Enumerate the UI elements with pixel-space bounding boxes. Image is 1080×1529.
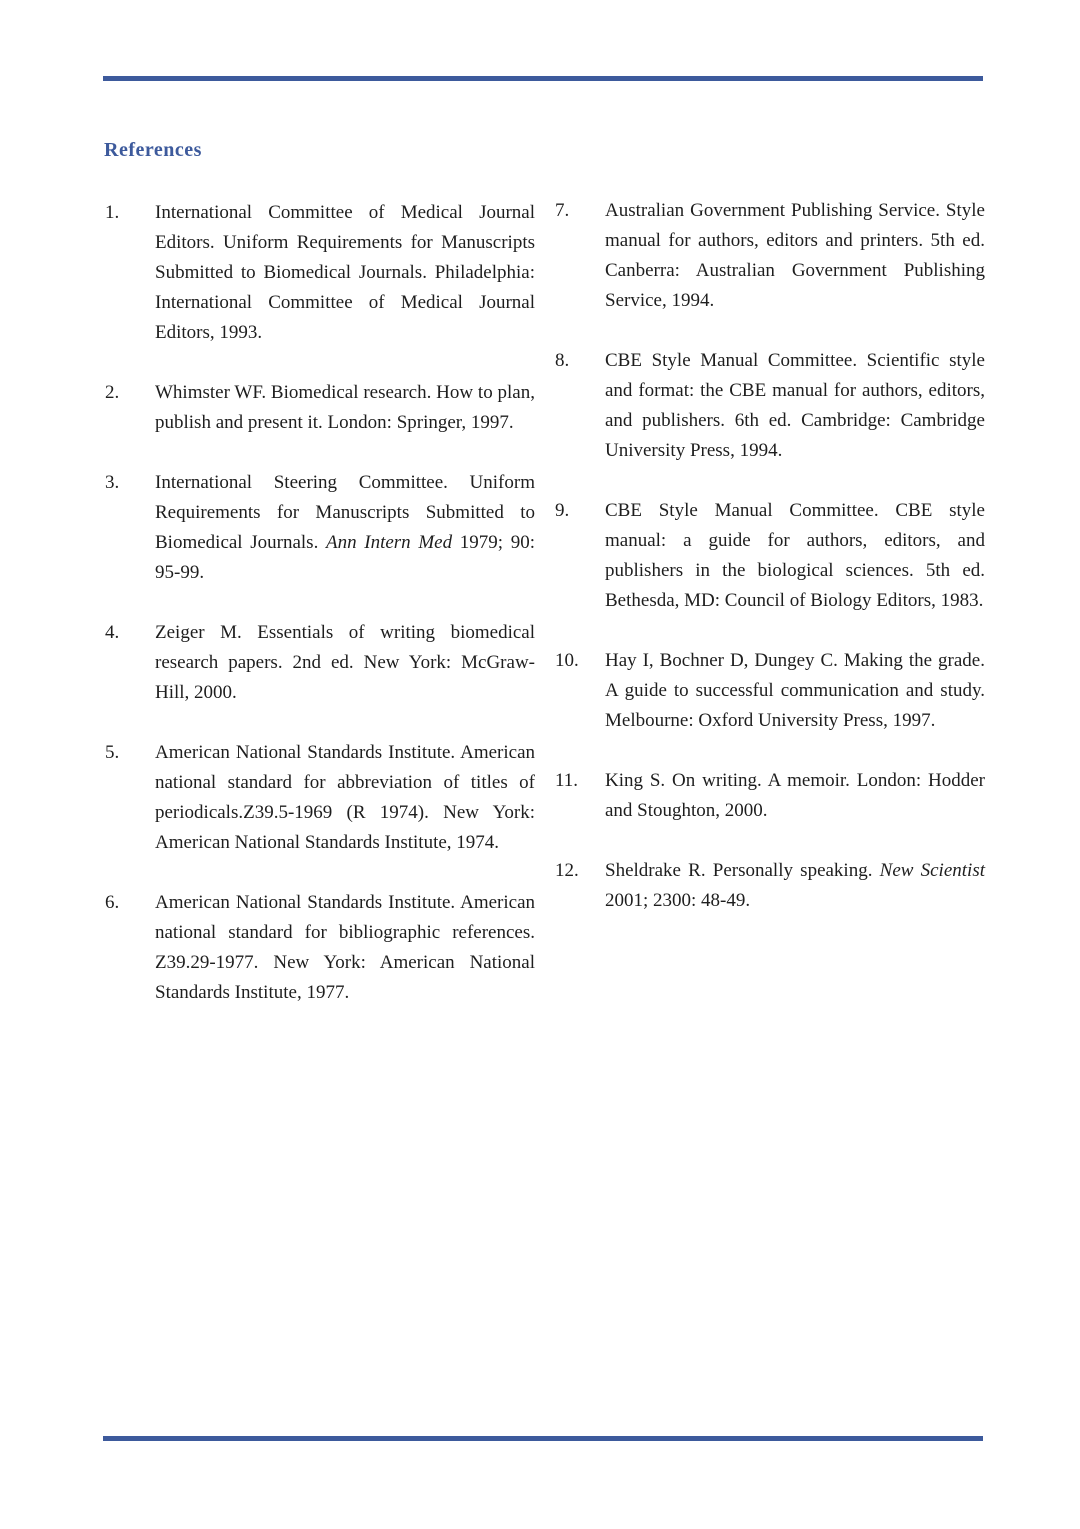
reference-text: International Committee of Medical Journal Editors. Uniform Requirements for Manuscripts Submitted to Biomedical Journals. Philadelphia: International Committee of Medical Journal Editors, 1993. — [155, 202, 535, 343]
references-heading: References — [104, 139, 202, 161]
reference-text: CBE Style Manual Committee. Scientific style and format: the CBE manual for authors, editors, and publishers. 6th ed. Cambridge: Cambridge University Press, 1994. — [605, 350, 985, 461]
bottom-rule — [103, 1436, 983, 1441]
reference-item — [555, 766, 985, 826]
reference-number: 7. — [555, 200, 570, 221]
journal-title: Ann Intern Med — [325, 532, 453, 553]
reference-text: International Steering Committee. Uniform Requirements for Manuscripts Submitted to Biomedical Journals. Ann Intern Med 1979; 90: 95-99. — [155, 472, 535, 583]
reference-item — [105, 618, 535, 708]
reference-text: Zeiger M. Essentials of writing biomedical research papers. 2nd ed. New York: McGraw-Hill, 2000. — [155, 622, 535, 703]
references-column-left — [105, 198, 535, 1038]
reference-number: 3. — [105, 472, 120, 493]
reference-number: 10. — [555, 650, 579, 671]
reference-text: American National Standards Institute. American national standard for bibliographic references. Z39.29-1977. New York: American National Standards Institute, 1977. — [155, 892, 535, 1003]
reference-item — [555, 196, 985, 316]
reference-number: 4. — [105, 622, 120, 643]
reference-number: 8. — [555, 350, 570, 371]
reference-item — [555, 856, 985, 916]
reference-text: Sheldrake R. Personally speaking. New Scientist 2001; 2300: 48-49. — [605, 860, 985, 911]
reference-text: Whimster WF. Biomedical research. How to plan, publish and present it. London: Springer, 1997. — [155, 382, 535, 433]
reference-number: 11. — [555, 770, 579, 791]
reference-text: Hay I, Bochner D, Dungey C. Making the grade. A guide to successful communication and study. Melbourne: Oxford University Press, 1997. — [605, 650, 985, 731]
reference-item — [105, 468, 535, 588]
reference-number: 5. — [105, 742, 120, 763]
reference-number: 1. — [105, 202, 120, 223]
reference-number: 6. — [105, 892, 120, 913]
reference-text: American National Standards Institute. American national standard for abbreviation of titles of periodicals.Z39.5-1969 (R 1974). New York: American National Standards Institute, 1974. — [155, 742, 535, 853]
reference-text: King S. On writing. A memoir. London: Hodder and Stoughton, 2000. — [605, 770, 985, 821]
reference-item — [105, 738, 535, 858]
reference-item — [105, 198, 535, 348]
reference-item — [555, 646, 985, 736]
reference-item — [105, 888, 535, 1008]
reference-number: 12. — [555, 860, 579, 881]
top-rule — [103, 76, 983, 81]
reference-number: 9. — [555, 500, 570, 521]
reference-item — [555, 346, 985, 466]
reference-number: 2. — [105, 382, 120, 403]
reference-item — [105, 378, 535, 438]
journal-title: New Scientist — [879, 860, 985, 881]
references-column-right — [555, 196, 985, 946]
reference-text: CBE Style Manual Committee. CBE style manual: a guide for authors, editors, and publishers in the biological sciences. 5th ed. Bethesda, MD: Council of Biology Editors, 1983. — [605, 500, 985, 611]
reference-item — [555, 496, 985, 616]
reference-text: Australian Government Publishing Service. Style manual for authors, editors and printers. 5th ed. Canberra: Australian Government Publishing Service, 1994. — [605, 200, 985, 311]
